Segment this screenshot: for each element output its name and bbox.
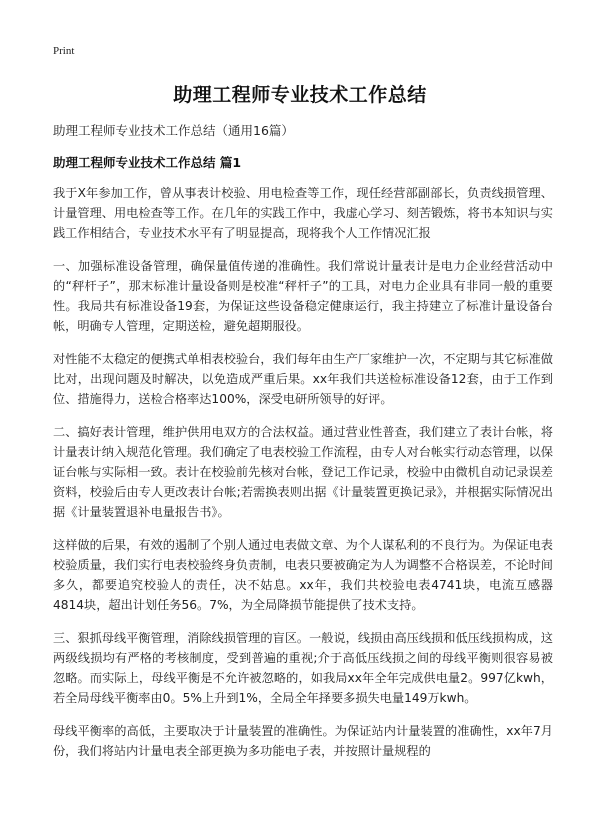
document-subtitle: 助理工程师专业技术工作总结（通用16篇） <box>53 123 294 138</box>
document-body <box>53 183 553 774</box>
paragraph: 二、搞好表计管理，维护供用电双方的合法权益。通过营业性普查，我们建立了表计台帐，将计量表计纳入规范化管理。我们确定了电表校验工作流程，由专人对台帐实行动态管理，以保证台帐与实际相一致。表计在校验前先核对台帐，登记工作记录，校验中由微机自动记录误差资料，校验后由专人更改表计台帐;若需换表则出据《计量装置更换记录》，并根据实际情况出据《计量装置退补电量报告书》。 <box>53 425 553 519</box>
section-heading: 助理工程师专业技术工作总结 篇1 <box>53 155 242 170</box>
paragraph: 我于X年参加工作，曾从事表计校验、用电检查等工作，现任经营部副部长，负责线损管理、计量管理、用电检查等工作。在几年的实践工作中，我虚心学习、刻苦锻炼，将书本知识与实践工作相结合，专业技术水平有了明显提高，现将我个人工作情况汇报 <box>53 186 553 240</box>
paragraph: 母线平衡率的高低，主要取决于计量装置的准确性。为保证站内计量装置的准确性，xx年7月份，我们将站内计量电表全部更换为多功能电子表，并按照计量规程的 <box>53 724 553 758</box>
paragraph: 一、加强标准设备管理，确保量值传递的准确性。我们常说计量表计是电力企业经营活动中的“秤杆子”，那末标准计量设备则是校准“秤杆子”的工具，对电力企业具有非同一般的重要性。我局共有标准设备19套，为保证这些设备稳定健康运行，我主持建立了标准计量设备台帐，明确专人管理，定期送检，避免超期服役。 <box>53 259 553 333</box>
paragraph: 这样做的后果，有效的遏制了个别人通过电表做文章、为个人谋私利的不良行为。为保证电表校验质量，我们实行电表校验终身负责制，电表只要被确定为人为调整不合格误差，不论时间多久，都要追究校验人的责任，决不姑息。xx年，我们共校验电表4741块，电流互感器4814块，超出计划任务56。7%，为全局降损节能提供了技术支持。 <box>53 538 553 612</box>
print-link[interactable]: Print <box>53 45 75 57</box>
paragraph: 三、狠抓母线平衡管理，消除线损管理的盲区。一般说，线损由高压线损和低压线损构成，这两级线损均有严格的考核制度，受到普遍的重视;介于高低压线损之间的母线平衡则很容易被忽略。而实际上，母线平衡是不允许被忽略的，如我局xx年全年完成供电量2。997亿kwh，若全局母线平衡率由0。5%上升到1%，全局全年择要多损失电量149万kwh。 <box>53 631 553 705</box>
paragraph: 对性能不太稳定的便携式单相表校验台，我们每年由生产厂家维护一次，不定期与其它标准做比对，出现问题及时解决，以免造成严重后果。xx年我们共送检标准设备12套，由于工作到位、措施得力，送检合格率达100%，深受电研所领导的好评。 <box>53 352 553 406</box>
document-title: 助理工程师专业技术工作总结 <box>173 84 427 106</box>
